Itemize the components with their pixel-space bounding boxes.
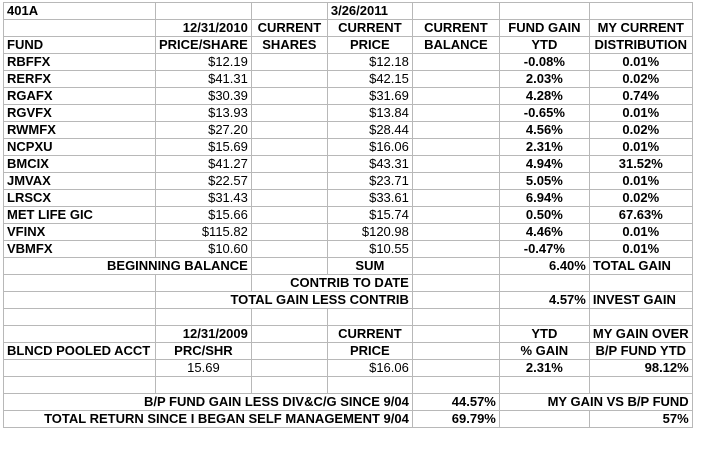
current-shares-header-top[interactable]: CURRENT (251, 20, 327, 37)
price-header[interactable]: PRICE (327, 37, 412, 54)
balance-header[interactable]: BALANCE (412, 37, 499, 54)
sum-label[interactable]: SUM (327, 258, 412, 275)
fund-name-cell[interactable]: RBFFX (4, 54, 156, 71)
pooled-price-header[interactable]: PRICE (327, 343, 412, 360)
shares-cell[interactable] (251, 122, 327, 139)
ytd-gain-cell[interactable]: 4.56% (499, 122, 589, 139)
fund-row (4, 173, 693, 190)
shares-header[interactable]: SHARES (251, 37, 327, 54)
total-gain-label[interactable]: TOTAL GAIN (589, 258, 692, 275)
price-2010-cell[interactable]: $15.66 (156, 207, 252, 224)
fund-name-cell[interactable]: JMVAX (4, 173, 156, 190)
my-gain-vs-bp-label[interactable]: MY GAIN VS B/P FUND (499, 394, 692, 411)
balance-cell[interactable] (412, 71, 499, 88)
my-gain-over-header[interactable]: MY GAIN OVER (589, 326, 692, 343)
fund-gain-header-top[interactable]: FUND GAIN (499, 20, 589, 37)
current-balance-header-top[interactable]: CURRENT (412, 20, 499, 37)
balance-cell[interactable] (412, 122, 499, 139)
fund-row (4, 156, 693, 173)
price-2010-cell[interactable]: $15.69 (156, 139, 252, 156)
sheet-title[interactable]: 401A (4, 3, 156, 20)
balance-cell[interactable] (412, 54, 499, 71)
price-2011-cell[interactable]: $16.06 (327, 139, 412, 156)
price-2011-cell[interactable]: $13.84 (327, 105, 412, 122)
fund-row (4, 122, 693, 139)
ytd-gain-cell[interactable]: 5.05% (499, 173, 589, 190)
distribution-cell[interactable]: 0.02% (589, 190, 692, 207)
shares-cell[interactable] (251, 139, 327, 156)
shares-cell[interactable] (251, 241, 327, 258)
beginning-balance-label[interactable]: BEGINNING BALANCE (4, 258, 252, 275)
price-2011-cell[interactable]: $31.69 (327, 88, 412, 105)
fund-name-cell[interactable]: RGVFX (4, 105, 156, 122)
balance-cell[interactable] (412, 105, 499, 122)
fund-name-cell[interactable]: RWMFX (4, 122, 156, 139)
fund-row (4, 224, 693, 241)
pooled-ytd-header[interactable]: YTD (499, 326, 589, 343)
fund-row (4, 105, 693, 122)
balance-cell[interactable] (412, 224, 499, 241)
total-return-value[interactable]: 69.79% (412, 411, 499, 428)
price-2010-cell[interactable]: $12.19 (156, 54, 252, 71)
my-current-header-top[interactable]: MY CURRENT (589, 20, 692, 37)
distribution-cell[interactable]: 0.02% (589, 71, 692, 88)
pct-gain-header[interactable]: % GAIN (499, 343, 589, 360)
price-2011-cell[interactable]: $23.71 (327, 173, 412, 190)
fund-row (4, 190, 693, 207)
shares-cell[interactable] (251, 54, 327, 71)
total-gain-less-contrib-label[interactable]: TOTAL GAIN LESS CONTRIB (156, 292, 413, 309)
distribution-header[interactable]: DISTRIBUTION (589, 37, 692, 54)
ytd-header[interactable]: YTD (499, 37, 589, 54)
distribution-cell[interactable]: 0.01% (589, 241, 692, 258)
price-2010-cell[interactable]: $22.57 (156, 173, 252, 190)
distribution-cell[interactable]: 0.01% (589, 139, 692, 156)
balance-cell[interactable] (412, 190, 499, 207)
shares-cell[interactable] (251, 190, 327, 207)
fund-name-cell[interactable]: MET LIFE GIC (4, 207, 156, 224)
fund-name-cell[interactable]: RERFX (4, 71, 156, 88)
fund-name-cell[interactable]: LRSCX (4, 190, 156, 207)
prc-shr-header[interactable]: PRC/SHR (156, 343, 252, 360)
distribution-cell[interactable]: 0.02% (589, 122, 692, 139)
pooled-price-value[interactable]: $16.06 (327, 360, 412, 377)
price-2011-cell[interactable]: $43.31 (327, 156, 412, 173)
price-2011-cell[interactable]: $15.74 (327, 207, 412, 224)
total-return-label[interactable]: TOTAL RETURN SINCE I BEGAN SELF MANAGEMENT 9/04 (4, 411, 413, 428)
fund-row (4, 139, 693, 156)
balance-cell[interactable] (412, 156, 499, 173)
price-2010-cell[interactable]: $30.39 (156, 88, 252, 105)
distribution-cell[interactable]: 0.01% (589, 54, 692, 71)
distribution-cell[interactable]: 0.01% (589, 173, 692, 190)
ytd-gain-cell[interactable]: 6.94% (499, 190, 589, 207)
pooled-gain-value[interactable]: 2.31% (499, 360, 589, 377)
bp-fund-gain-label[interactable]: B/P FUND GAIN LESS DIV&C/G SINCE 9/04 (4, 394, 413, 411)
fund-row (4, 88, 693, 105)
fund-name-cell[interactable]: VFINX (4, 224, 156, 241)
pooled-prc-value[interactable]: 15.69 (156, 360, 252, 377)
shares-cell[interactable] (251, 224, 327, 241)
fund-row (4, 207, 693, 224)
price-2011-cell[interactable]: $12.18 (327, 54, 412, 71)
ytd-gain-cell[interactable]: 0.50% (499, 207, 589, 224)
shares-cell[interactable] (251, 156, 327, 173)
price-2010-cell[interactable]: $10.60 (156, 241, 252, 258)
shares-cell[interactable] (251, 207, 327, 224)
my-gain-vs-bp-value[interactable]: 57% (589, 411, 692, 428)
price-2010-cell[interactable]: $41.31 (156, 71, 252, 88)
pooled-account-name[interactable]: BLNCD POOLED ACCT (4, 343, 156, 360)
bp-fund-gain-value[interactable]: 44.57% (412, 394, 499, 411)
price-2010-cell[interactable]: $27.20 (156, 122, 252, 139)
fund-name-cell[interactable]: VBMFX (4, 241, 156, 258)
ytd-gain-cell[interactable]: 4.94% (499, 156, 589, 173)
shares-cell[interactable] (251, 71, 327, 88)
balance-cell[interactable] (412, 241, 499, 258)
ytd-gain-cell[interactable]: 4.28% (499, 88, 589, 105)
shares-cell[interactable] (251, 173, 327, 190)
bp-fund-ytd-header[interactable]: B/P FUND YTD (589, 343, 692, 360)
price-2011-cell[interactable]: $42.15 (327, 71, 412, 88)
pooled-date-header[interactable]: 12/31/2009 (156, 326, 252, 343)
fund-header[interactable]: FUND (4, 37, 156, 54)
pooled-current-header[interactable]: CURRENT (327, 326, 412, 343)
invest-gain-value[interactable]: 4.57% (499, 292, 589, 309)
total-gain-value[interactable]: 6.40% (499, 258, 589, 275)
ytd-gain-cell[interactable]: 4.46% (499, 224, 589, 241)
ytd-gain-cell[interactable]: -0.65% (499, 105, 589, 122)
price-2010-cell[interactable]: $115.82 (156, 224, 252, 241)
contrib-to-date-label[interactable]: CONTRIB TO DATE (251, 275, 412, 292)
date-2010-header[interactable]: 12/31/2010 (156, 20, 252, 37)
ytd-gain-cell[interactable]: 2.03% (499, 71, 589, 88)
price-share-header[interactable]: PRICE/SHARE (156, 37, 252, 54)
fund-name-cell[interactable]: RGAFX (4, 88, 156, 105)
shares-cell[interactable] (251, 105, 327, 122)
ytd-gain-cell[interactable]: -0.08% (499, 54, 589, 71)
distribution-cell[interactable]: 0.01% (589, 105, 692, 122)
price-2011-cell[interactable]: $120.98 (327, 224, 412, 241)
price-2010-cell[interactable]: $31.43 (156, 190, 252, 207)
fund-name-cell[interactable]: BMCIX (4, 156, 156, 173)
fund-row (4, 71, 693, 88)
price-2011-cell[interactable]: $28.44 (327, 122, 412, 139)
date-2011-header[interactable]: 3/26/2011 (327, 3, 412, 20)
invest-gain-label[interactable]: INVEST GAIN (589, 292, 692, 309)
ytd-gain-cell[interactable]: 2.31% (499, 139, 589, 156)
balance-cell[interactable] (412, 139, 499, 156)
price-2011-cell[interactable]: $33.61 (327, 190, 412, 207)
spreadsheet-grid (3, 2, 693, 428)
price-2011-cell[interactable]: $10.55 (327, 241, 412, 258)
shares-cell[interactable] (251, 88, 327, 105)
current-price-header-top[interactable]: CURRENT (327, 20, 412, 37)
distribution-cell[interactable]: 31.52% (589, 156, 692, 173)
fund-row (4, 241, 693, 258)
balance-cell[interactable] (412, 173, 499, 190)
pooled-over-value[interactable]: 98.12% (589, 360, 692, 377)
distribution-cell[interactable]: 67.63% (589, 207, 692, 224)
distribution-cell[interactable]: 0.74% (589, 88, 692, 105)
price-2010-cell[interactable]: $13.93 (156, 105, 252, 122)
balance-cell[interactable] (412, 88, 499, 105)
balance-cell[interactable] (412, 207, 499, 224)
fund-name-cell[interactable]: NCPXU (4, 139, 156, 156)
ytd-gain-cell[interactable]: -0.47% (499, 241, 589, 258)
price-2010-cell[interactable]: $41.27 (156, 156, 252, 173)
distribution-cell[interactable]: 0.01% (589, 224, 692, 241)
fund-row (4, 54, 693, 71)
